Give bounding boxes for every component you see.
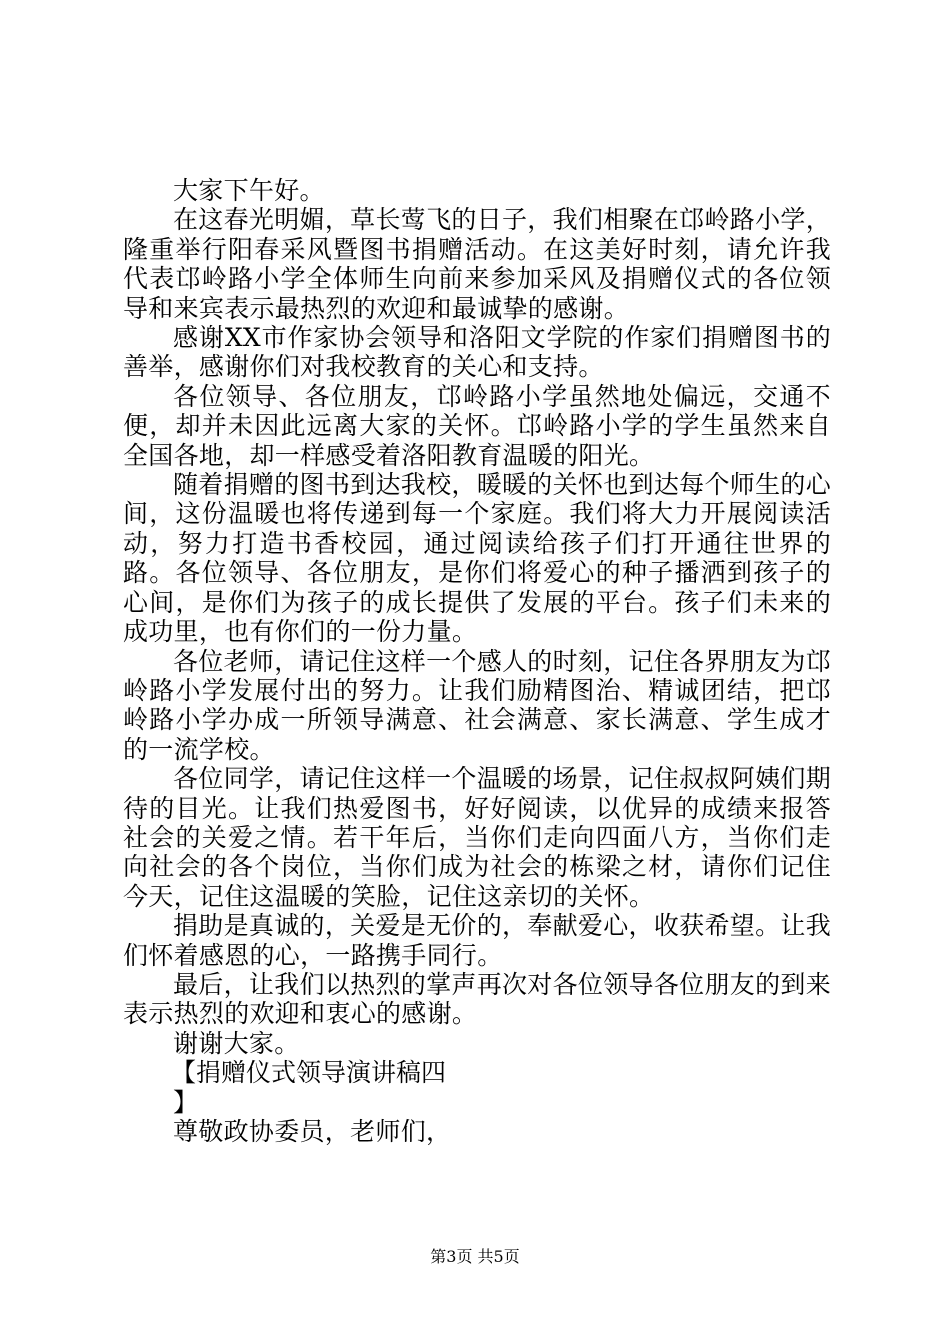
paragraph-thanks-writers: 感谢XX市作家协会领导和洛阳文学院的作家们捐赠图书的善举，感谢你们对我校教育的关心和支持。: [123, 323, 831, 382]
paragraph-opening: 在这春光明媚，草长莺飞的日子，我们相聚在邙岭路小学，隆重举行阳春采风暨图书捐赠活动。在这美好时刻，请允许我代表邙岭路小学全体师生向前来参加采风及捐赠仪式的各位领导和来宾表示最热烈的欢迎和最诚挚的感谢。: [123, 205, 831, 323]
paragraph-greeting: 大家下午好。: [173, 176, 325, 205]
salutation: 尊敬政协委员，老师们，: [173, 1117, 452, 1146]
document-body: [123, 176, 831, 1146]
paragraph-students: 各位同学，请记住这样一个温暖的场景，记住叔叔阿姨们期待的目光。让我们热爱图书，好好阅读，以优异的成绩来报答社会的关爱之情。若干年后，当你们走向四面八方，当你们走向社会的各个岗位，当你们成为社会的栋梁之材，请你们记住今天，记住这温暖的笑脸，记住这亲切的关怀。: [123, 764, 831, 911]
section-heading-close: 】: [173, 1087, 199, 1117]
paragraph-thank-you: 谢谢大家。: [173, 1028, 300, 1058]
paragraph-teachers: 各位老师，请记住这样一个感人的时刻，记住各界朋友为邙岭路小学发展付出的努力。让我们励精图治、精诚团结，把邙岭路小学办成一所领导满意、社会满意、家长满意、学生成才的一流学校。: [123, 646, 831, 764]
paragraph-gratitude: 捐助是真诚的，关爱是无价的，奉献爱心，收获希望。让我们怀着感恩的心，一路携手同行。: [123, 911, 831, 970]
page-footer: 第3页 共5页: [430, 1247, 520, 1266]
paragraph-school-location: 各位领导、各位朋友，邙岭路小学虽然地处偏远，交通不便，却并未因此远离大家的关怀。邙岭路小学的学生虽然来自全国各地，却一样感受着洛阳教育温暖的阳光。: [123, 381, 831, 470]
paragraph-closing: 最后，让我们以热烈的掌声再次对各位领导各位朋友的到来表示热烈的欢迎和衷心的感谢。: [123, 969, 831, 1029]
paragraph-books-arrival: 随着捐赠的图书到达我校，暖暖的关怀也到达每个师生的心间，这份温暖也将传递到每一个家庭。我们将大力开展阅读活动，努力打造书香校园，通过阅读给孩子们打开通往世界的路。各位领导、各位朋友，是你们将爱心的种子播洒到孩子的心间，是你们为孩子的成长提供了发展的平台。孩子们未来的成功里，也有你们的一份力量。: [123, 470, 831, 647]
section-heading: 【捐赠仪式领导演讲稿四: [171, 1058, 447, 1088]
